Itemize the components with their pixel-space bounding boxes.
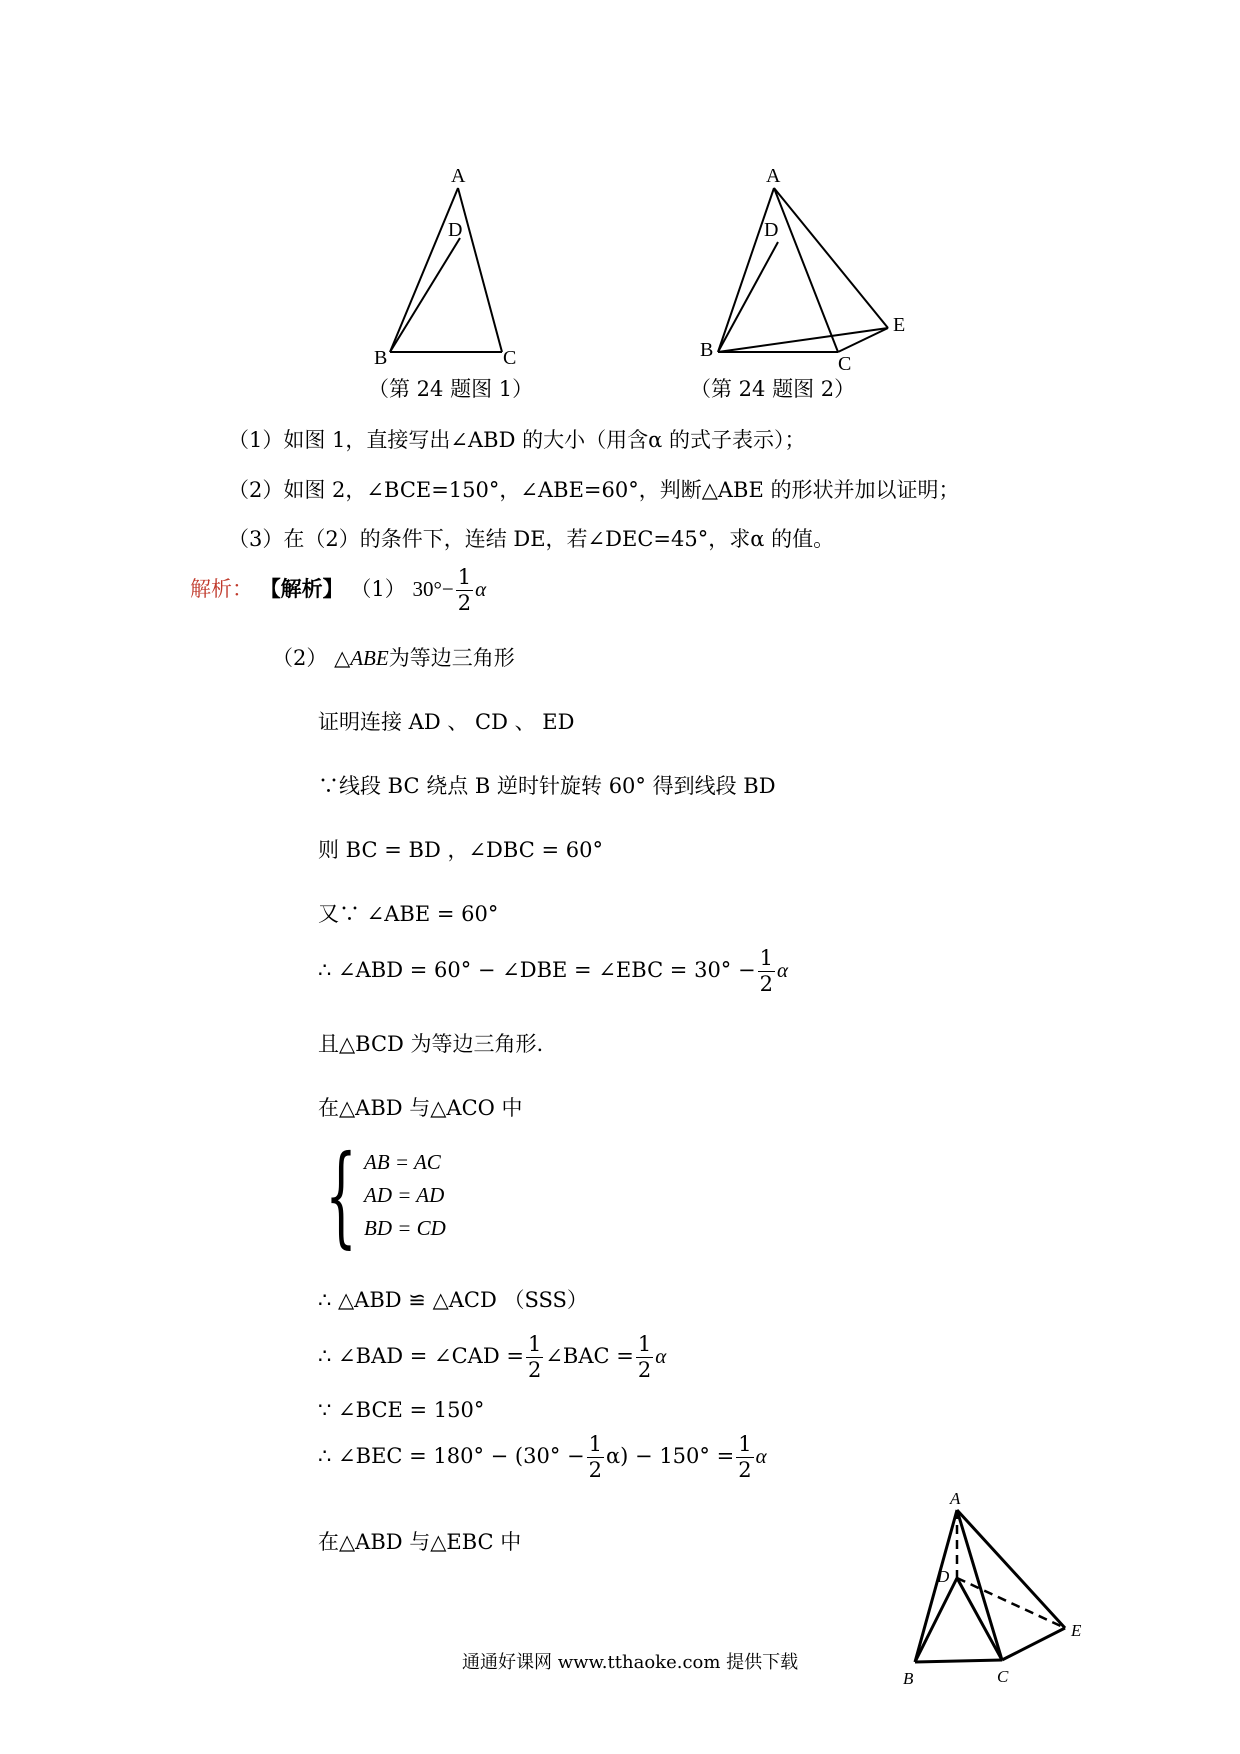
fraction-denominator: 2	[738, 1458, 752, 1482]
part2-title	[272, 642, 515, 672]
alpha-symbol: α	[475, 577, 487, 601]
system-lines	[364, 1146, 446, 1245]
fig2-label-B: B	[700, 339, 714, 361]
part1-prefix: （1）	[350, 577, 406, 601]
fraction-denominator: 2	[457, 591, 472, 615]
proof-line-3: 则 BC = BD ，∠DBC = 60°	[318, 838, 603, 862]
solution-header	[190, 567, 486, 614]
fig2-label-D: D	[764, 219, 779, 241]
fraction-denominator: 2	[527, 1358, 542, 1382]
equation-system	[306, 1131, 446, 1259]
fig1-label-C: C	[503, 347, 517, 369]
part1-expr: 30°−	[412, 577, 454, 601]
fig2-label-E: E	[893, 314, 906, 336]
line9-fraction-1	[526, 1334, 543, 1381]
fig3-label-D: D	[937, 1567, 950, 1586]
figure-1-diagram	[360, 160, 560, 370]
figure-1-caption: （第 24 题图 1）	[368, 377, 534, 401]
part2-prefix: （2）	[272, 646, 328, 670]
line11-fraction-1	[587, 1434, 604, 1481]
fraction-denominator: 2	[637, 1358, 652, 1382]
fraction-numerator: 1	[527, 1332, 542, 1356]
left-brace: {	[325, 1131, 357, 1259]
solution-label: 解析：	[190, 577, 253, 601]
line9-fraction-2	[636, 1334, 653, 1381]
line9-prefix: ∴ ∠BAD = ∠CAD =	[318, 1344, 524, 1368]
system-line-2: AD = AD	[364, 1182, 445, 1207]
line9-mid: ∠BAC =	[545, 1344, 634, 1368]
part2-suffix: 为等边三角形	[388, 646, 515, 670]
line5-prefix: ∴ ∠ABD = 60° − ∠DBE = ∠EBC = 30° −	[318, 958, 756, 982]
question-1: （1）如图 1，直接写出∠ABD 的大小（用含α 的式子表示）；	[228, 428, 806, 452]
figure-3-diagram	[895, 1490, 1095, 1700]
page-footer: 通通好课网 www.tthaoke.com 提供下载	[462, 1652, 799, 1673]
fraction-numerator: 1	[738, 1432, 752, 1456]
alpha-symbol: α	[655, 1344, 667, 1368]
fraction-denominator: 2	[759, 972, 773, 996]
system-line-3: BD = CD	[364, 1215, 446, 1240]
fig1-label-A: A	[451, 165, 466, 187]
fig1-label-D: D	[448, 219, 463, 241]
proof-line-5	[318, 948, 788, 995]
proof-line-4: 又∵ ∠ABE = 60°	[318, 902, 499, 926]
line11-fraction-2	[736, 1434, 753, 1481]
question-2: （2）如图 2，∠BCE=150°，∠ABE=60°，判断△ABE 的形状并加以证明；	[228, 478, 960, 502]
fraction-denominator: 2	[588, 1458, 602, 1482]
solution-bracket: 【解析】	[259, 576, 344, 601]
figure-2-diagram	[690, 160, 930, 370]
fraction-numerator: 1	[588, 1432, 602, 1456]
proof-line-1: 证明连接 AD 、 CD 、 ED	[318, 710, 575, 734]
fig3-label-A: A	[950, 1490, 961, 1508]
fraction-numerator: 1	[637, 1332, 652, 1356]
line5-fraction	[758, 948, 775, 995]
figure-2-caption: （第 24 题图 2）	[690, 377, 856, 401]
fraction-numerator: 1	[457, 565, 472, 589]
part1-fraction	[456, 567, 473, 614]
proof-line-8: ∴ △ABD ≌ △ACD （SSS）	[318, 1288, 588, 1312]
proof-line-7: 在△ABD 与△ACO 中	[318, 1096, 523, 1120]
alpha-symbol: α	[755, 1444, 767, 1468]
fig3-label-E: E	[1071, 1621, 1082, 1640]
part2-triangle: △ABE	[334, 646, 389, 670]
proof-line-11	[318, 1434, 767, 1481]
fig3-label-B: B	[903, 1669, 914, 1688]
fig1-label-B: B	[374, 347, 388, 369]
proof-line-10: ∵ ∠BCE = 150°	[318, 1398, 485, 1422]
line11-mid: α) − 150° =	[606, 1444, 735, 1468]
proof-line-2: ∵线段 BC 绕点 B 逆时针旋转 60° 得到线段 BD	[318, 774, 776, 798]
fig2-label-A: A	[766, 165, 781, 187]
line11-prefix: ∴ ∠BEC = 180° − (30° −	[318, 1444, 585, 1468]
fraction-numerator: 1	[759, 946, 773, 970]
question-3: （3）在（2）的条件下，连结 DE，若∠DEC=45°，求α 的值。	[228, 527, 835, 551]
system-line-1: AB = AC	[364, 1149, 441, 1174]
proof-line-9	[318, 1334, 666, 1381]
proof-line-6: 且△BCD 为等边三角形.	[318, 1032, 544, 1056]
alpha-symbol: α	[776, 958, 788, 982]
proof-line-12: 在△ABD 与△EBC 中	[318, 1530, 522, 1554]
fig2-label-C: C	[838, 353, 852, 370]
fig3-label-C: C	[997, 1667, 1009, 1686]
